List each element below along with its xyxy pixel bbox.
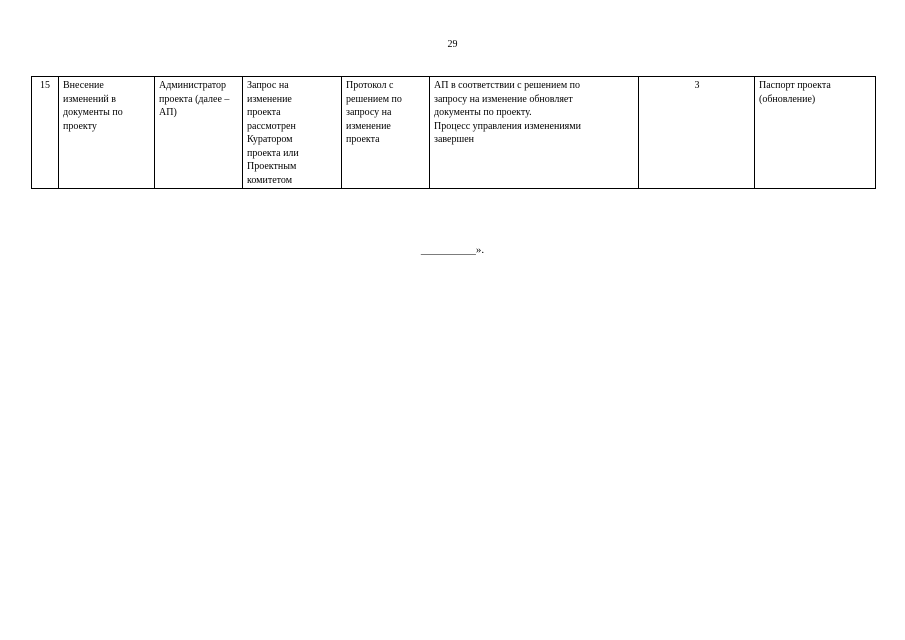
actions-line: Процесс управления изменениями [434, 120, 581, 132]
stage-line: изменений в [63, 93, 116, 105]
input-line: рассмотрен [247, 120, 296, 132]
input-line: Проектным [247, 161, 297, 172]
output-cell [755, 77, 876, 189]
input-document-line: Протокол с [346, 80, 394, 91]
closing-mark: __________». [420, 244, 485, 256]
responsible-line: АП) [159, 107, 177, 118]
stage-cell [59, 77, 155, 189]
actions-cell [430, 77, 639, 189]
input-line: комитетом [247, 174, 293, 186]
input-line: изменение [247, 93, 292, 105]
actions-line: АП в соответствии с решением по [434, 80, 581, 91]
responsible-line: Администратор [159, 80, 227, 91]
stage-line: документы по [63, 107, 123, 118]
process-table [31, 76, 876, 189]
duration-cell [639, 77, 755, 189]
stage-line: проекту [63, 120, 97, 132]
duration-value: 3 [694, 80, 700, 91]
input-line: Куратором [247, 134, 293, 145]
input-document-line: запросу на [346, 107, 392, 118]
input-document-cell [342, 77, 430, 189]
table-row [32, 77, 876, 189]
row-number-cell [32, 77, 59, 189]
output-line: Паспорт проекта [759, 80, 831, 91]
actions-line: завершен [434, 134, 474, 145]
input-line: проекта [247, 107, 281, 118]
input-document-line: изменение [346, 120, 391, 132]
output-line: (обновление) [759, 93, 816, 105]
stage-line: Внесение [63, 80, 104, 91]
responsible-cell [155, 77, 243, 189]
input-document-line: решением по [346, 93, 402, 105]
row-number: 15 [40, 80, 50, 91]
input-document-line: проекта [346, 134, 380, 145]
input-line: проекта или [247, 147, 299, 159]
page-number: 29 [447, 39, 458, 50]
input-line: Запрос на [247, 80, 289, 91]
actions-line: документы по проекту. [434, 107, 532, 118]
responsible-line: проекта (далее – [159, 93, 230, 105]
input-cell [243, 77, 342, 189]
actions-line: запросу на изменение обновляет [434, 93, 573, 105]
